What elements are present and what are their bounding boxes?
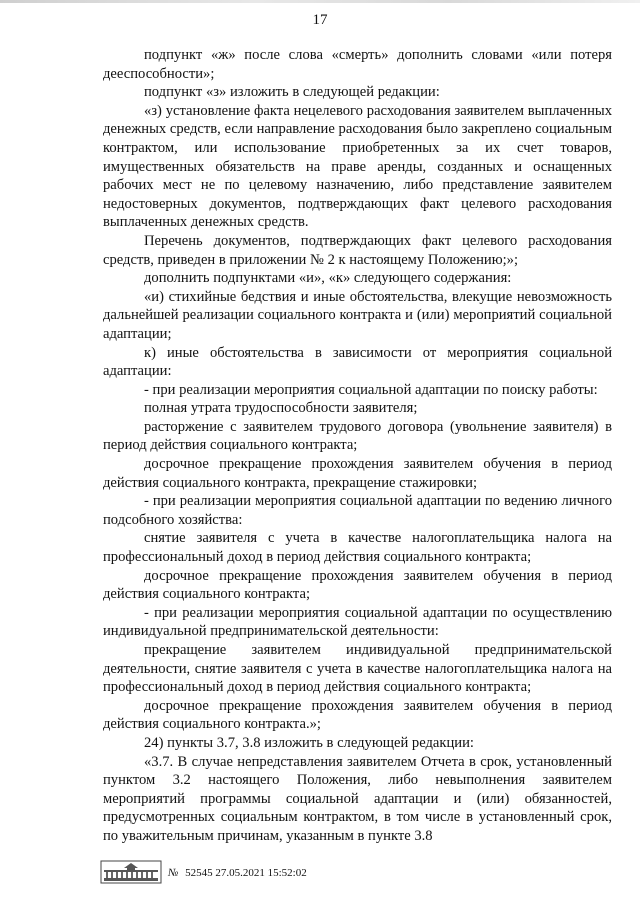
paragraph: подпункт «з» изложить в следующей редакции: — [144, 84, 440, 101]
paragraph: - при реализации мероприятия социальной адаптации по осуществлению индивидуальной предпринимательской деятельности: — [103, 604, 612, 640]
registration-mark: № — [168, 867, 179, 879]
page-number: 17 — [312, 12, 328, 28]
paragraph: Перечень документов, подтверждающих факт целевого расходования средств, приведен в приложении № 2 к настоящему Положению;»; — [103, 232, 612, 268]
paragraph: подпункт «ж» после слова «смерть» дополнить словами «или потеря дееспособности»; — [103, 47, 612, 82]
registration-datetime: 27.05.2021 15:52:02 — [215, 867, 307, 879]
registration-stamp-text — [168, 867, 307, 879]
paragraph: досрочное прекращение прохождения заявителем обучения в период действия социального контракта, прекращение стажировки; — [103, 456, 612, 491]
paragraph: прекращение заявителем индивидуальной предпринимательской деятельности, снятие заявителя с учета в качестве налогоплательщика налога на профессиональный доход в период действия социального контракта; — [103, 642, 612, 696]
document-body — [103, 46, 612, 846]
registration-footer — [100, 860, 420, 886]
paragraph: досрочное прекращение прохождения заявителем обучения в период действия социального контракта; — [103, 567, 612, 603]
scan-top-edge — [0, 0, 640, 3]
paragraph: «3.7. В случае непредставления заявителем Отчета в срок, установленный пунктом 3.2 настоящего Положения, либо невыполнения заявителем мероприятий программы социальной адаптации и (или) обязанностей, предусмотренных социальным контрактом, в том числе в установленный срок, по уважительным причинам, указанным в пункте 3.8 — [103, 753, 612, 844]
building-emblem-icon — [100, 860, 162, 884]
paragraph: досрочное прекращение прохождения заявителем обучения в период действия социального контракта.»; — [103, 697, 612, 733]
paragraph: «з) установление факта нецелевого расходования заявителем выплаченных денежных средств, если направление расходования было закреплено социальным контрактом, или использование приобретенных за их счет товаров, имущественных обязательств на праве аренды, созданных и оснащенных рабочих мест не по целевому назначению, либо представление заявителем недостоверных документов, подтверждающих факт целевого расходования выплаченных денежных средств. — [103, 102, 612, 231]
paragraph: к) иные обстоятельства в зависимости от мероприятия социальной адаптации: — [103, 344, 612, 380]
paragraph: 24) пункты 3.7, 3.8 изложить в следующей редакции: — [144, 734, 474, 751]
paragraph: «и) стихийные бедствия и иные обстоятельства, влекущие невозможность дальнейшей реализации социального контракта и (или) мероприятий социальной адаптации; — [103, 288, 612, 342]
paragraph: дополнить подпунктами «и», «к» следующего содержания: — [144, 270, 512, 287]
paragraph: снятие заявителя с учета в качестве налогоплательщика налога на профессиональный доход в период действия социального контракта; — [103, 530, 612, 566]
paragraph: - при реализации мероприятия социальной адаптации по поиску работы: — [144, 381, 598, 398]
paragraph: - при реализации мероприятия социальной адаптации по ведению личного подсобного хозяйства: — [103, 493, 612, 528]
registration-number: 52545 — [185, 867, 213, 879]
paragraph: полная утрата трудоспособности заявителя; — [144, 400, 418, 417]
paragraph: расторжение с заявителем трудового договора (увольнение заявителя) в период действия социального контракта; — [103, 418, 612, 454]
